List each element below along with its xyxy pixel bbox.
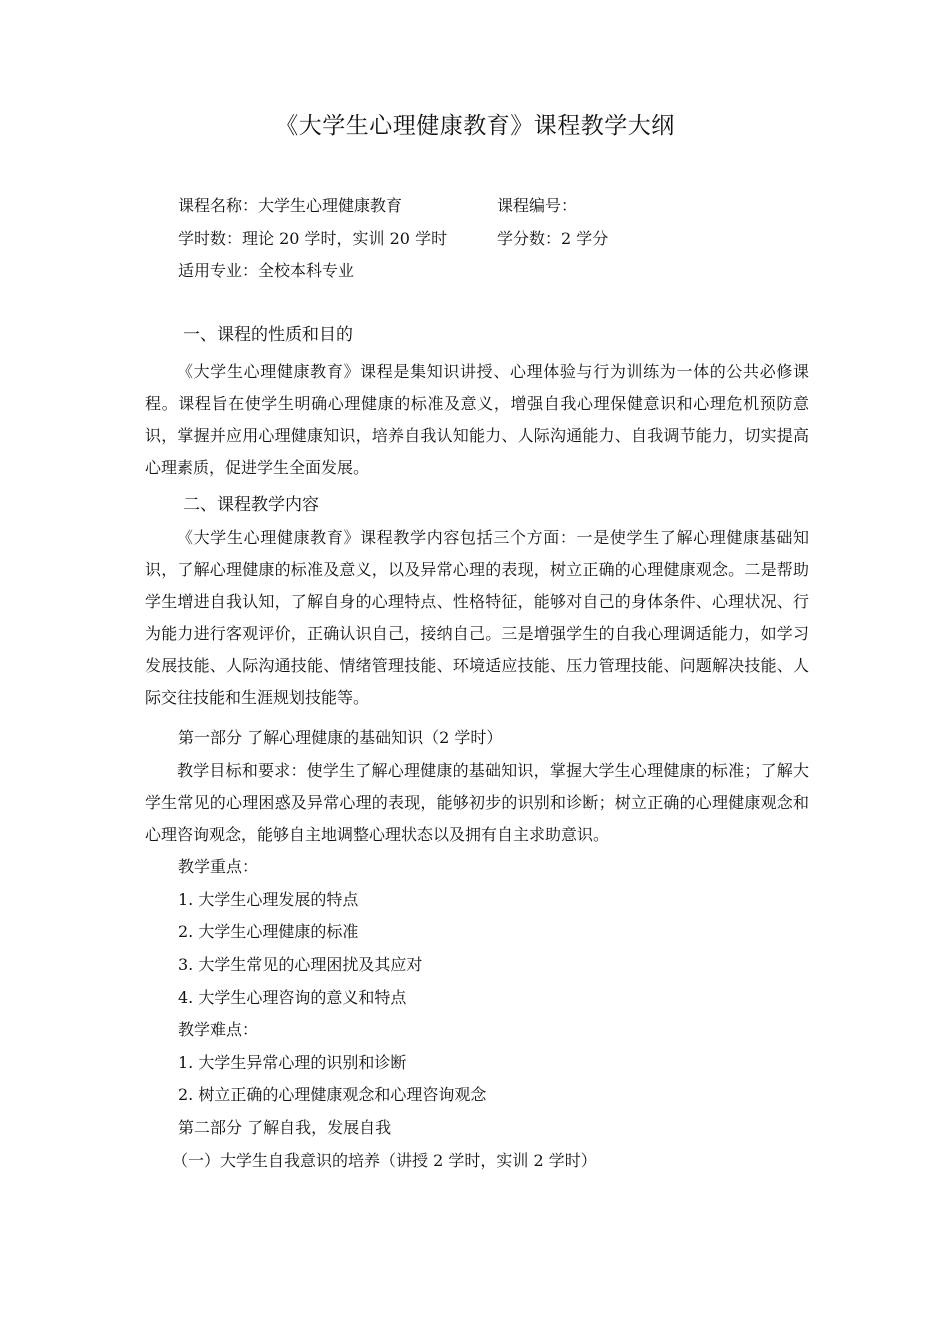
- course-hours: 学时数：理论 20 学时，实训 20 学时: [178, 229, 448, 248]
- course-name: 课程名称：大学生心理健康教育: [178, 196, 403, 215]
- difficult-point-1: 1. 大学生异常心理的识别和诊断: [178, 1053, 407, 1072]
- section2-heading: 二、课程教学内容: [183, 495, 319, 515]
- course-code: 课程编号：: [497, 196, 578, 215]
- difficult-point-2: 2. 树立正确的心理健康观念和心理咨询观念: [178, 1085, 487, 1104]
- part2-heading: 第二部分 了解自我，发展自我: [178, 1118, 392, 1137]
- key-points-label: 教学重点：: [178, 857, 259, 876]
- part2-subsection-1: （一）大学生自我意识的培养（讲授 2 学时，实训 2 学时）: [172, 1151, 597, 1170]
- section2-paragraph: 《大学生心理健康教育》课程教学内容包括三个方面：一是使学生了解心理健康基础知识，了解心理健康的标准及意义，以及异常心理的表现，树立正确的心理健康观念。二是帮助学生增进自我认知，了解自身的心理特点、性格特征，能够对自己的身体条件、心理状况、行为能力进行客观评价，正确认识自己，接纳自己。三是增强学生的自我心理调适能力，如学习发展技能、人际沟通技能、情绪管理技能、环境适应技能、压力管理技能、问题解决技能、人际交往技能和生涯规划技能等。: [145, 528, 809, 707]
- course-major: 适用专业：全校本科专业: [178, 261, 355, 280]
- section1-paragraph: 《大学生心理健康教育》课程是集知识讲授、心理体验与行为训练为一体的公共必修课程。课程旨在使学生明确心理健康的标准及意义，增强自我心理保健意识和心理危机预防意识，掌握并应用心理健康知识，培养自我认知能力、人际沟通能力、自我调节能力，切实提高心理素质，促进学生全面发展。: [145, 362, 809, 477]
- key-point-2: 2. 大学生心理健康的标准: [178, 922, 359, 941]
- part1-goals: 教学目标和要求：使学生了解心理健康的基础知识，掌握大学生心理健康的标准；了解大学生常见的心理困惑及异常心理的表现，能够初步的识别和诊断；树立正确的心理健康观念和心理咨询观念，能够自主地调整心理状态以及拥有自主求助意识。: [145, 761, 809, 844]
- key-point-4: 4. 大学生心理咨询的意义和特点: [178, 988, 407, 1007]
- difficult-points-label: 教学难点：: [178, 1020, 259, 1039]
- document-title: 《大学生心理健康教育》课程教学大纲: [275, 113, 675, 139]
- section1-heading: 一、课程的性质和目的: [183, 325, 353, 345]
- course-credits: 学分数：2 学分: [497, 229, 609, 248]
- key-point-1: 1. 大学生心理发展的特点: [178, 890, 359, 909]
- key-point-3: 3. 大学生常见的心理困扰及其应对: [178, 955, 423, 974]
- part1-heading: 第一部分 了解心理健康的基础知识（2 学时）: [178, 728, 503, 747]
